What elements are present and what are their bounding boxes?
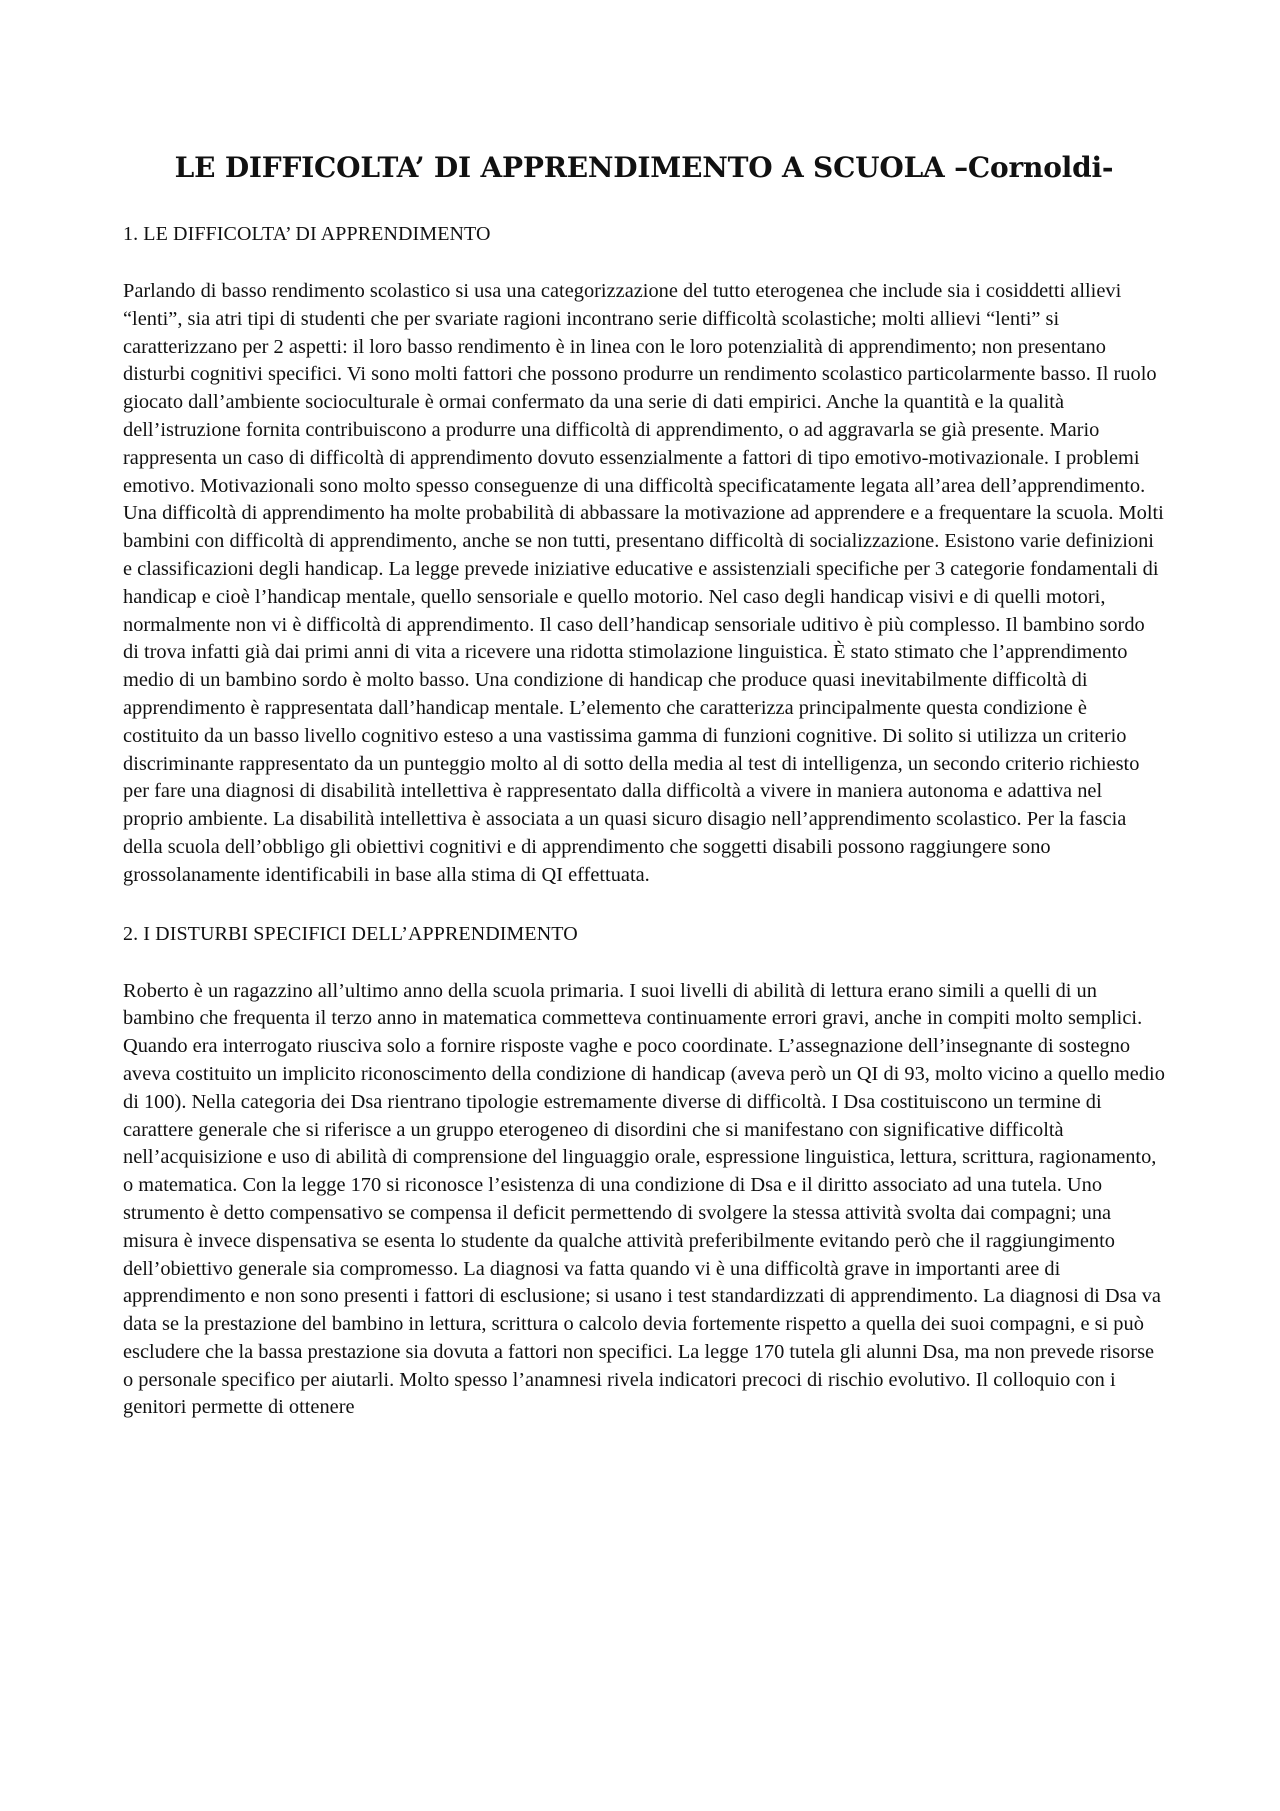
section-paragraph: Parlando di basso rendimento scolastico si usa una categorizzazione del tutto eterogenea che include sia i cosiddetti allievi “lenti”, sia atri tipi di studenti che per svariate ragioni incontrano serie difficoltà scolastiche; molti allievi “lenti” si caratterizzano per 2 aspetti: il loro basso rendimento è in linea con le loro potenzialità di apprendimento; non presentano disturbi cognitivi specifici. Vi sono molti fattori che possono produrre un rendimento scolastico particolarmente basso. Il ruolo giocato dall’ambiente socioculturale è ormai confermato da una serie di dati empirici. Anche la quantità e la qualità dell’istruzione fornita contribuiscono a produrre una difficoltà di apprendimento, o ad aggravarla se già presente. Mario rappresenta un caso di difficoltà di apprendimento dovuto essenzialmente a fattori di tipo emotivo-motivazionale. I problemi emotivo. Motivazionali sono molto spesso conseguenze di una difficoltà specificatamente legata all’area dell’apprendimento. Una difficoltà di apprendimento ha molte probabilità di abbassare la motivazione ad apprendere e a frequentare la scuola. Molti bambini con difficoltà di apprendimento, anche se non tutti, presentano difficoltà di socializzazione. Esistono varie definizioni e classificazioni degli handicap. La legge prevede iniziative educative e assistenziali specifiche per 3 categorie fondamentali di handicap e cioè l’handicap mentale, quello sensoriale e quello motorio. Nel caso degli handicap visivi e di quelli motori, normalmente non vi è difficoltà di apprendimento. Il caso dell’handicap sensoriale uditivo è più complesso. Il bambino sordo di trova infatti già dai primi anni di vita a ricevere una ridotta stimolazione linguistica. È stato stimato che l’apprendimento medio di un bambino sordo è molto basso. Una condizione di handicap che produce quasi inevitabilmente difficoltà di apprendimento è rappresentata dall’handicap mentale. L’elemento che caratterizza principalmente questa condizione è costituito da un basso livello cognitivo esteso a una vastissima gamma di funzioni cognitive. Di solito si utilizza un criterio discriminante rappresentato da un punteggio molto al di sotto della media al test di intelligenza, un secondo criterio richiesto per fare una diagnosi di disabilità intellettiva è rappresentato dalla difficoltà a vivere in maniera autonoma e adattiva nel proprio ambiente. La disabilità intellettiva è associata a un quasi sicuro disagio nell’apprendimento scolastico. Per la fascia della scuola dell’obbligo gli obiettivi cognitivi e di apprendimento che soggetti disabili possono raggiungere sono grossolanamente identificabili in base alla stima di QI effettuata. [123, 280, 1164, 886]
section-learning-difficulties [123, 220, 1165, 890]
document-title: LE DIFFICOLTA’ DI APPRENDIMENTO A SCUOLA –Cornoldi- [174, 151, 1114, 184]
section-heading: 2. I DISTURBI SPECIFICI DELL’APPRENDIMENTO [123, 922, 578, 945]
document-page [123, 150, 1165, 1422]
section-heading: 1. LE DIFFICOLTA’ DI APPRENDIMENTO [123, 223, 491, 245]
section-paragraph: Roberto è un ragazzino all’ultimo anno della scuola primaria. I suoi livelli di abilità di lettura erano simili a quelli di un bambino che frequenta il terzo anno in matematica commetteva continuamente errori gravi, anche in compiti molto semplici. Quando era interrogato riusciva solo a fornire risposte vaghe e poco coordinate. L’assegnazione dell’insegnante di sostegno aveva costituito un implicito riconoscimento della condizione di handicap (aveva però un QI di 93, molto vicino a quello medio di 100). Nella categoria dei Dsa rientrano tipologie estremamente diverse di difficoltà. I Dsa costituiscono un termine di carattere generale che si riferisce a un gruppo eterogeneo di disordini che si manifestano con significative difficoltà nell’acquisizione e uso di abilità di comprensione del linguaggio orale, espressione linguistica, lettura, scrittura, ragionamento, o matematica. Con la legge 170 si riconosce l’esistenza di una condizione di Dsa e il diritto associato ad una tutela. Uno strumento è detto compensativo se compensa il deficit permettendo di svolgere la stessa attività svolta dai compagni; una misura è invece dispensativa se esenta lo studente da qualche attività preferibilmente evitando però che il raggiungimento dell’obiettivo generale sia compromesso. La diagnosi va fatta quando vi è una difficoltà grave in importanti aree di apprendimento e non sono presenti i fattori di esclusione; si usano i test standardizzati di apprendimento. La diagnosi di Dsa va data se la prestazione del bambino in lettura, scrittura o calcolo devia fortemente rispetto a quella dei suoi compagni, e si può escludere che la bassa prestazione sia dovuta a fattori non specifici. La legge 170 tutela gli alunni Dsa, ma non prevede risorse o personale specifico per aiutarli. Molto spesso l’anamnesi rivela indicatori precoci di rischio evolutivo. Il colloquio con i genitori permette di ottenere [123, 979, 1165, 1419]
section-specific-learning-disorders [123, 920, 1165, 1423]
